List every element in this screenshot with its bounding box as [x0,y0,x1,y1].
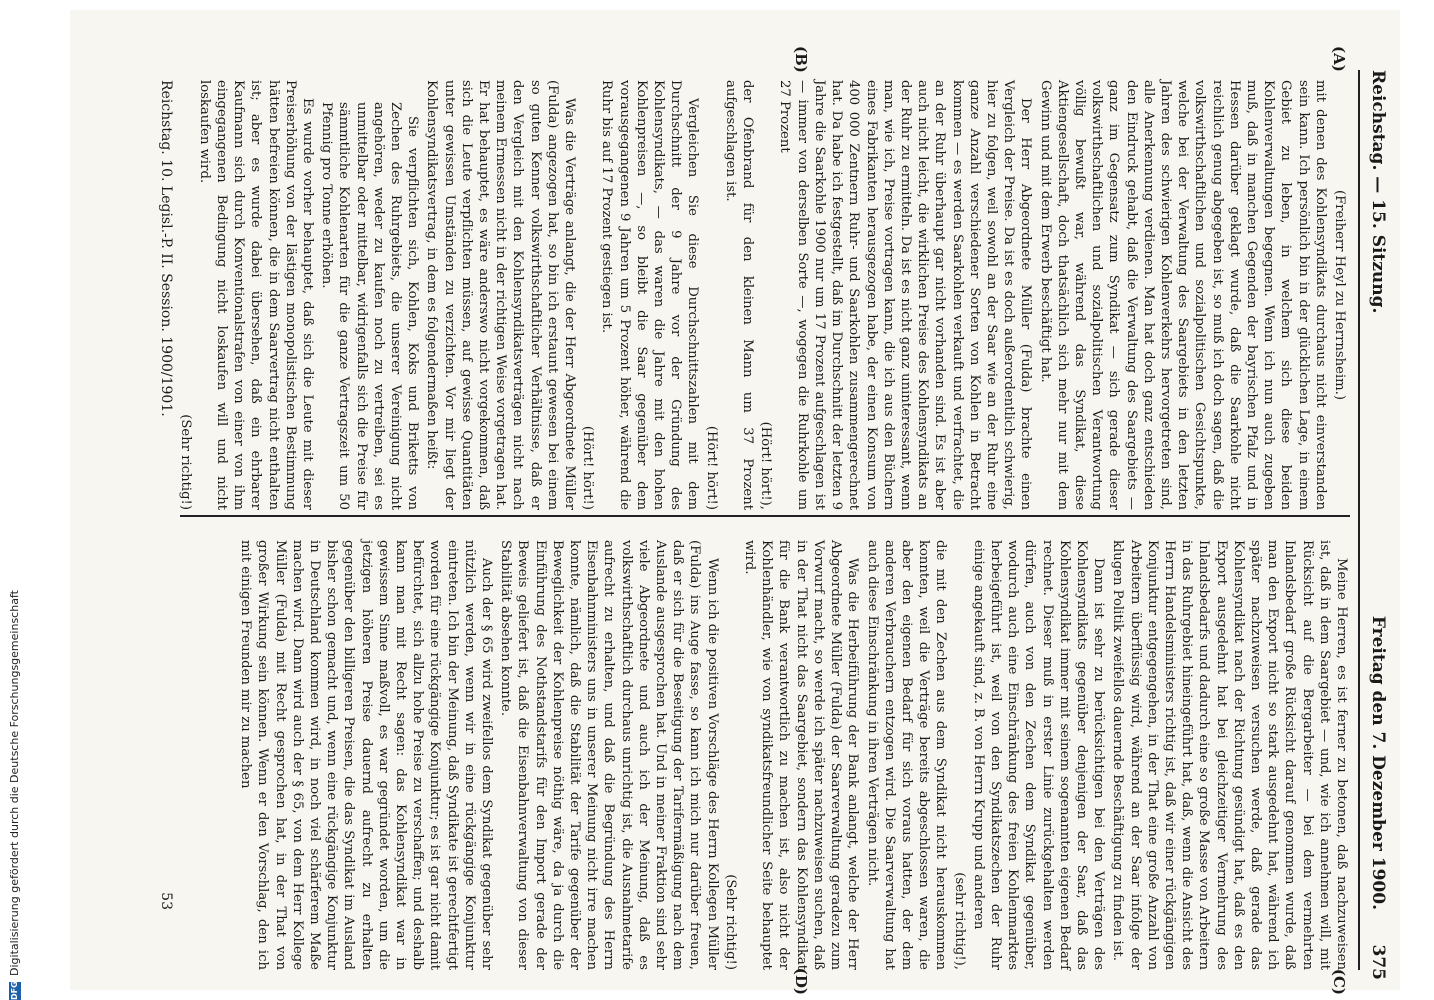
column-divider [180,515,1350,517]
marker-a: (A) [1330,46,1348,72]
interjection: (Hört! hört!), [758,421,774,510]
quotation: Sie verpflichten sich, Kohlen, Koks und Briketts von Zechen des Ruhrgebiets, die unserer Vereinigung nicht angehören, weder zu kaufen noch zu vertreiben, sei es unmittelbar oder mittelbar, widrigenfalls sich die Preise für sämmtliche Kohlenarten für die ganze Vertragszeit um 50 Pfennig pro Tonne erhöhen. [319,102,421,510]
credit-text: Digitalisierung gefördert durch die Deutsche Forschungsgemeinschaft [8,590,21,976]
marker-d: (D) [792,967,810,995]
paragraph: Meine Herren, es ist ferner zu betonen, daß nachzuweisen ist, daß in dem Saargebiet — und, wie ich annehmen will, mit Rücksicht auf die Bergarbeiter — bei dem vermehrten Inlandsbedarf große Rücksicht darauf genommen wurde, daß man den Export nicht so stark ausgedehnt hat, während ich später nachzuweisen versuchen werde, daß gerade das Kohlensyndikat nach der Richtung gesündigt hat, daß es den Export ausgedehnt hat bei gleichzeitiger Vermehrung des Inlandsbedarfs und dadurch eine so große Masse von Arbeitern in das Ruhrgebiet hineingeführt hat, daß, wenn die Ansicht des Herrn Handelsministers richtig ist, daß wir einer rückgängigen Konjunktur entgegengehen, in der That eine große Anzahl von Arbeitern überflüssig wird, während an der Saar infolge der klugen Politik zweifellos dauernde Beschäftigung zu finden ist. [1110,540,1349,970]
paragraph: Wenn ich die positiven Vorschläge des Herrn Kollegen Müller (Fulda) ins Auge fasse, so kann ich mich nur darüber freuen, daß er sich für die Beseitigung der Tarifermäßigung nach dem Auslande ausgesprochen hat. Und in meiner Fraktion sind sehr viele Abgeordnete und auch ich der Meinung, daß es volkswirthschaftlich durchaus unrichtig ist, die Ausnahmetarife aufrecht zu erhalten, und daß die Begründung des Herrn Eisenbahnministers uns in unserer Meinung nicht irre machen konnte, nämlich, daß die Stabilität der Tarife gegenüber der Beweglichkeit der Kohlenpreise nöthig wäre, da ja durch die Einführung des Nothstandstarifs für den Import gerade der Beweis geliefert ist, daß die Eisenbahnverwaltung von dieser Stabilität absehen konnte. [498,540,720,970]
paragraph: der Ofenbrand für den kleinen Mann um 37 Prozent aufgeschlagen ist. [722,80,756,510]
page-header [1362,70,1392,980]
paragraph: die mit den Zechen aus dem Syndikat nicht herauskommen konnten, weil die Verträge bereits abgeschlossen waren, die aber den eigenen Bedarf für sich voraus hatten, der dem anderen Verbrauchern entzogen wird. Die Saarverwaltung hat auch diese Einschränkung in ihren Verträgen nicht. [864,540,949,970]
paragraph: Was die Verträge anlangt, die der Herr Abgeordnete Müller (Fulda) angezogen hat, so bin ich erstaunt gewesen bei einem so guten Kenner volkswirthschaftlicher Verhältnisse, daß er den Vergleich mit den Kohlensyndikatsverträgen nicht nach meinem Ermessen nicht in der richtigen Weise vorgetragen hat. Er hat behauptet, es wäre anderswo nicht vorgekommen, daß sich die Leute verpflichten müssen, auf gewisse Quantitäten unter gewissen Umständen zu verzichten. Vor mir liegt der Kohlensyndikatsvertrag, in dem es folgendermaßen heißt: [424,80,578,510]
paragraph: mit denen des Kohlensyndikats durchaus nicht einverstanden sein kann. Ich persönlich bin in der glücklichen Lage, in einem Gebiet zu leben, in welchem sich diese beiden Kohlenverwaltungen begegnen. Wenn ich nun auch zugeben muß, daß in manchen Gegenden der bayrischen Pfalz und in Hessen darüber geklagt wurde, daß die Saarkohle nicht reichlich genug abgegeben ist, so muß ich doch sagen, daß die volkswirthschaftlichen und sozialpolitischen Gesichtspunkte, welche bei der Verwaltung des Saargebiets in den letzten Jahren des schwierigen Kohlenverkehrs hervorgetreten sind, alle Anerkennung verdienen. Man hat doch ganz entschieden den Eindruck gehabt, daß die Verwaltung des Saargebiets — ganz im Gegensatz zum Syndikat — sich gerade dieser volkswirthschaftlichen und sozialpolitischen Verantwortung völlig bewußt war, während das Syndikat, diese Aktiengesellschaft, doch thatsächlich sich mehr nur mit dem Gewinn und mit dem Erwerb beschäftigt hat. [1037,80,1328,510]
paragraph: Dann ist sehr zu berücksichtigen bei den Verträgen des Kohlensyndikats gegenüber denjenigen der Saar, daß das Kohlensyndikat immer mit seinem sogenannten eigenen Bedarf rechnet. Dieser muß in erster Linie zurückgehalten werden dürfen, auch von den Zechen dem Syndikat gegenüber, wodurch auch eine Einschränkung des freien Kohlenmarktes herbeigeführt ist, weil von den Syndikatszechen der Ruhr einige angekauft sind, z. B. von Herrn Krupp und anderen [970,540,1107,970]
paragraph: Der Herr Abgeordnete Müller (Fulda) brachte einen Vergleich der Preise. Da ist es doch außerordentlich schwierig, hier zu folgen, weil sowohl an der Saar wie an der Ruhr eine ganze Anzahl verschiedener Sorten von Kohlen in Betracht kommen — es werden Saarkohlen verkauft und verfrachtet, die an der Ruhr überhaupt gar nicht vorhanden sind. Es ist aber auch nicht leicht, die wirklichen Preise des Kohlensyndikats an der Ruhr zu ermitteln. Da ist es nicht ganz uninteressant, wenn man, wie ich, Preise vortragen kann, die ich aus den Büchern eines Fabrikanten herausgezogen habe, der einen Konsum von 400 000 Zentnern Ruhr- und Saarkohlen zusammengerechnet hat. Da habe ich festgestellt, daß im Durchschnitt der letzten 9 Jahre die Saarkohle 1900 nur um 17 Prozent aufgeschlagen ist — immer von derselben Sorte —, wogegen die Ruhrkohle um 27 Prozent [777,80,1034,510]
right-column [180,540,1350,970]
digitization-credit [8,0,26,1000]
left-column [177,80,1350,510]
paragraph: Vergleichen Sie diese Durchschnittszahlen mit dem Durchschnitt der 9 Jahre vor der Gründung des Kohlensyndikats, — das waren die Jahre mit den hohen Kohlenpreisen —, so bleibt die Saar gegenüber dem vorausgegangenen 9 Jahren um 5 Prozent höher, während die Ruhr bis auf 17 Prozent gestiegen ist. [599,80,701,510]
speaker-label: (Freiherr Heyl zu Herrnsheim.) [1332,189,1347,401]
footer-sheet-number: 53 [158,892,174,910]
dfg-logo-icon: DFG [10,981,19,1000]
interjection: (Hört! hört!) [580,425,596,510]
footer-session: Reichstag. 10. Legisl.-P. II. Session. 1900/1901. [158,80,174,417]
page-number: 375 [1368,944,1388,980]
interjection: (Hört! hört!) [703,425,719,510]
paragraph: Auch der § 65 wird zweifellos dem Syndikat gegenüber sehr nützlich werden, wenn wir in eine rückgängige Konjunktur eintreten. Ich bin der Meinung, daß Syndikate ist gerechtfertigt worden für eine rückgängige Konjunktur; es ist gar nicht damit befürchtet, sich allzu hohe Preise zu verschaffen; und deshalb kann man mit Recht sagen: das Kohlensyndikat war in gewissem Sinne maßvoll, es war gegründet worden, um die jetzigen höheren Preise dauernd aufrecht zu erhalten gegenüber den billigeren Preisen, die das Syndikat im Ausland bisher schon gemacht und, wenn eine rückgängige Konjunktur in Deutschland kommen wird, in noch viel schärferem Maße machen wird. Dann wird auch der § 65, von dem Herr Kollege Müller (Fulda) mit Recht gesprochen hat, in der That von großer Wirkung sein können. Wenn er den Vorschlag, den ich mit einigen Freunden mir zu machen [238,540,495,970]
interjection: (Sehr richtig!) [722,874,738,970]
marker-b: (B) [792,46,810,73]
interjection: (sehr richtig!), [951,872,967,970]
paragraph: Es wurde vorher behauptet, daß sich die Leute mit dieser Preiserhöhung von der lästigen monopolistischen Bestimmung hätten befreien können, die in dem Saarvertrag nicht enthalten ist; aber es wurde dabei übersehen, daß ein ehrbarer Kaufmann sich durch Konventionalstrafen von einer von ihm eingegangenen Bedingung nicht loskaufen will und nicht loskaufen wird. [196,80,316,510]
header-left: Reichstag. — 15. Sitzung. [1368,70,1388,314]
paragraph: Was die Herbeiführung der Bank anlangt, welche der Herr Abgeordnete Müller (Fulda) der Saarverwaltung geradezu zum Vorwurf macht, so werde ich später nachzuweisen suchen, daß in der That nicht das Saargebiet, sondern das Kohlensyndikat für die Bank verantwortlich zu machen ist, also nicht der Kohlenhändler, wie von syndikatsfreundlicher Seite behauptet wird. [742,540,861,970]
header-rule [1358,70,1360,970]
marker-c: (C) [1330,968,1348,995]
document-page [70,10,1400,995]
interjection: (Sehr richtig!) [177,414,193,510]
header-date: Freitag den 7. Dezember 1900. [1368,615,1388,910]
page-footer [152,80,174,970]
